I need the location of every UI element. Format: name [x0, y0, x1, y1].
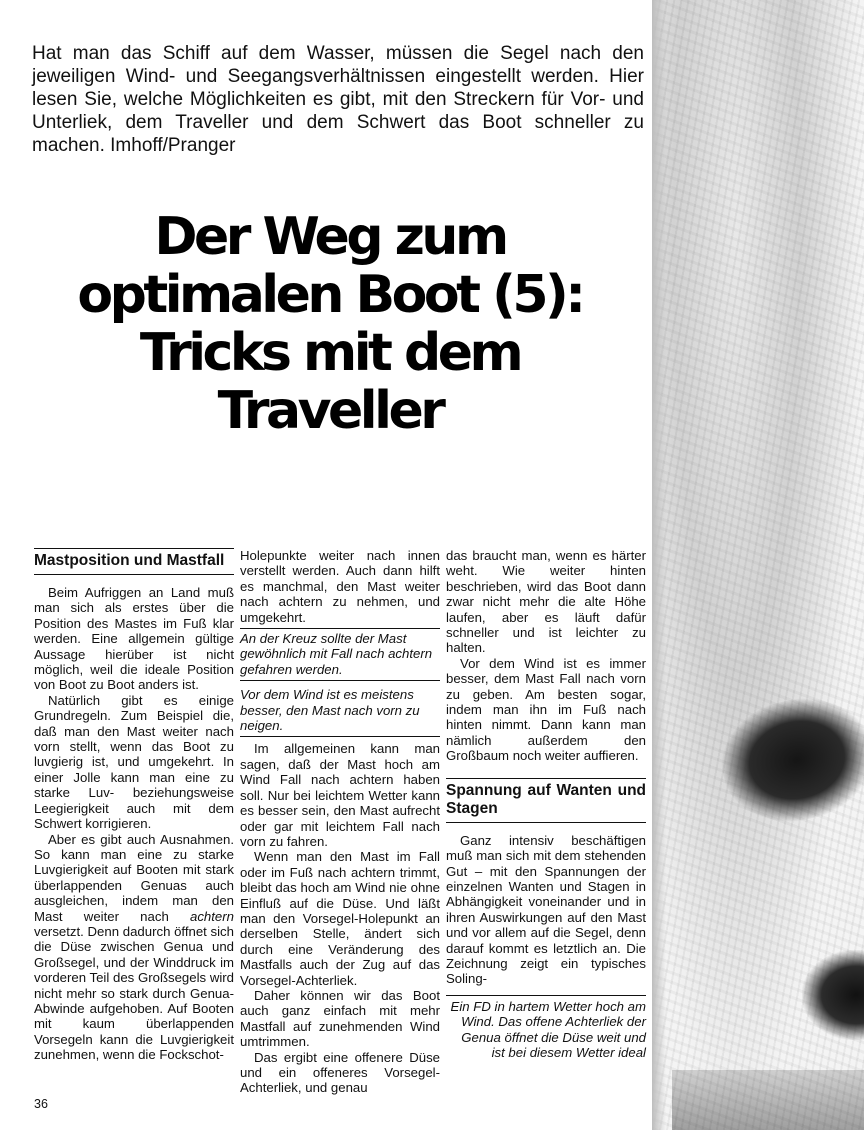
sailing-photo — [652, 0, 864, 1130]
intro-text: Hat man das Schiff auf dem Wasser, müssen die Segel nach den jeweiligen Wind- und Seegangsverhältnissen eingestellt werden. Hier lesen Sie, welche Möglichkeiten es gibt, mit den Streckern für Vor- und Unterliek, dem Traveller und dem Schwert das Boot schneller zu machen. Imhoff/Pranger — [32, 43, 644, 156]
paragraph: Ganz intensiv beschäftigen muß man sich mit dem stehenden Gut – mit den Spannungen der einzelnen Wanten und Stagen in Abhängigkeit voneinander und in ihren Auswirkungen auf den Mast und vor allem auf die Segel, denn darauf kommt es letztlich an. Die Zeichnung zeigt ein typisches Soling- — [446, 832, 646, 987]
headline-line-1: Der Weg zum — [154, 207, 506, 267]
column-2 — [240, 548, 440, 1096]
boat-silhouette-small — [802, 950, 864, 1040]
photo-edge — [652, 0, 666, 1130]
paragraph: Daher können wir das Boot auch ganz einfach mit mehr Mastfall auf zunehmenden Wind umtrimmen. — [240, 987, 440, 1050]
headline-line-3: Tricks mit dem — [139, 323, 521, 383]
paragraph: Wenn man den Mast im Fall oder im Fuß nach achtern trimmt, bleibt das hoch am Wind nie ohne Einfluß auf die Düse. Und läßt man den Vorsegel-Holepunkt an derselben Stelle, ändert sich durch eine Veränderung des Mastfalls auch der Zug auf das Vorsegel-Achterliek. — [240, 849, 440, 988]
headline-line-2: optimalen Boot (5): — [77, 265, 583, 325]
paragraph-text: versetzt. Denn dadurch öffnet sich die Düse zwischen Genua und Großsegel, und der Winddruck im vorderen Teil des Großsegels wird nicht mehr so stark durch Genua-Abwinde aufgehoben. Auf Booten mit kaum überlappenden Vorsegeln kann die Luvgierigkeit zunehmen, wenn die Fockschot- — [34, 923, 234, 1063]
paragraph: Im allgemeinen kann man sagen, daß der Mast hoch am Wind Fall nach achtern haben soll. Nur bei leichtem Wetter kann es besser sein, den Mast aufrecht oder gar mit leichtem Fall nach vorn zu fahren. — [240, 741, 440, 849]
column-3 — [446, 548, 646, 1060]
pull-quote: Vor dem Wind ist es meistens besser, den Mast nach vorn zu neigen. — [240, 685, 440, 737]
paragraph: Das ergibt eine offenere Düse und ein offeneres Vorsegel-Achterliek, und genau — [240, 1049, 440, 1096]
photo-water — [672, 1070, 864, 1130]
paragraph: Natürlich gibt es einige Grundregeln. Zum Beispiel die, daß man den Mast weiter nach vorn stellt, wenn das Boot zu luvgierig ist, und umgekehrt. In einer Jolle kann man eine zu starke Luv- beziehungsweise Leegierigkeit auch mit dem Schwert korrigieren. — [34, 692, 234, 832]
paragraph-text: Aber es gibt auch Ausnahmen. So kann man eine zu starke Luvgierigkeit auf Booten mit stark überlappenden Genuas auch ausgleichen, indem man den Mast weiter nach — [34, 831, 234, 924]
paragraph: das braucht man, wenn es härter weht. Wie weiter hinten beschrieben, wird das Boot dann zwar nicht mehr die alte Höhe laufen, aber es läuft dafür schneller und ist leichter zu halten. — [446, 548, 646, 656]
headline-line-4: Traveller — [217, 381, 443, 441]
photo-caption: Ein FD in hartem Wetter hoch am Wind. Das offene Achterliek der Genua öffnet die Düse weit und ist bei diesem Wetter ideal — [446, 995, 646, 1061]
paragraph — [34, 832, 234, 1063]
emphasis-text: achtern — [190, 908, 234, 924]
paragraph: Beim Aufriggen an Land muß man sich als erstes über die Position des Mastes im Fuß klar werden. Eine allgemein gültige Aussage hierüber ist nicht möglich, weil die ideale Position von Boot zu Boot anders ist. — [34, 585, 234, 693]
subhead-mastposition: Mastposition und Mastfall — [34, 548, 234, 575]
page-number: 36 — [34, 1097, 48, 1111]
paragraph: Vor dem Wind ist es immer besser, dem Mast Fall nach vorn zu geben. Am besten sogar, indem man ihn im Fuß nach hinten nimmt. Dann kann man nämlich außerdem den Großbaum noch weiter auffieren. — [446, 655, 646, 764]
subhead-spannung: Spannung auf Wanten und Stagen — [446, 778, 646, 823]
headline — [30, 208, 630, 440]
pull-quote: An der Kreuz sollte der Mast gewöhnlich mit Fall nach achtern gefahren werden. — [240, 628, 440, 681]
paragraph: Holepunkte weiter nach innen verstellt werden. Auch dann hilft es manchmal, den Mast weiter nach achtern zu nehmen, und umgekehrt. — [240, 548, 440, 625]
column-1 — [34, 548, 234, 1063]
